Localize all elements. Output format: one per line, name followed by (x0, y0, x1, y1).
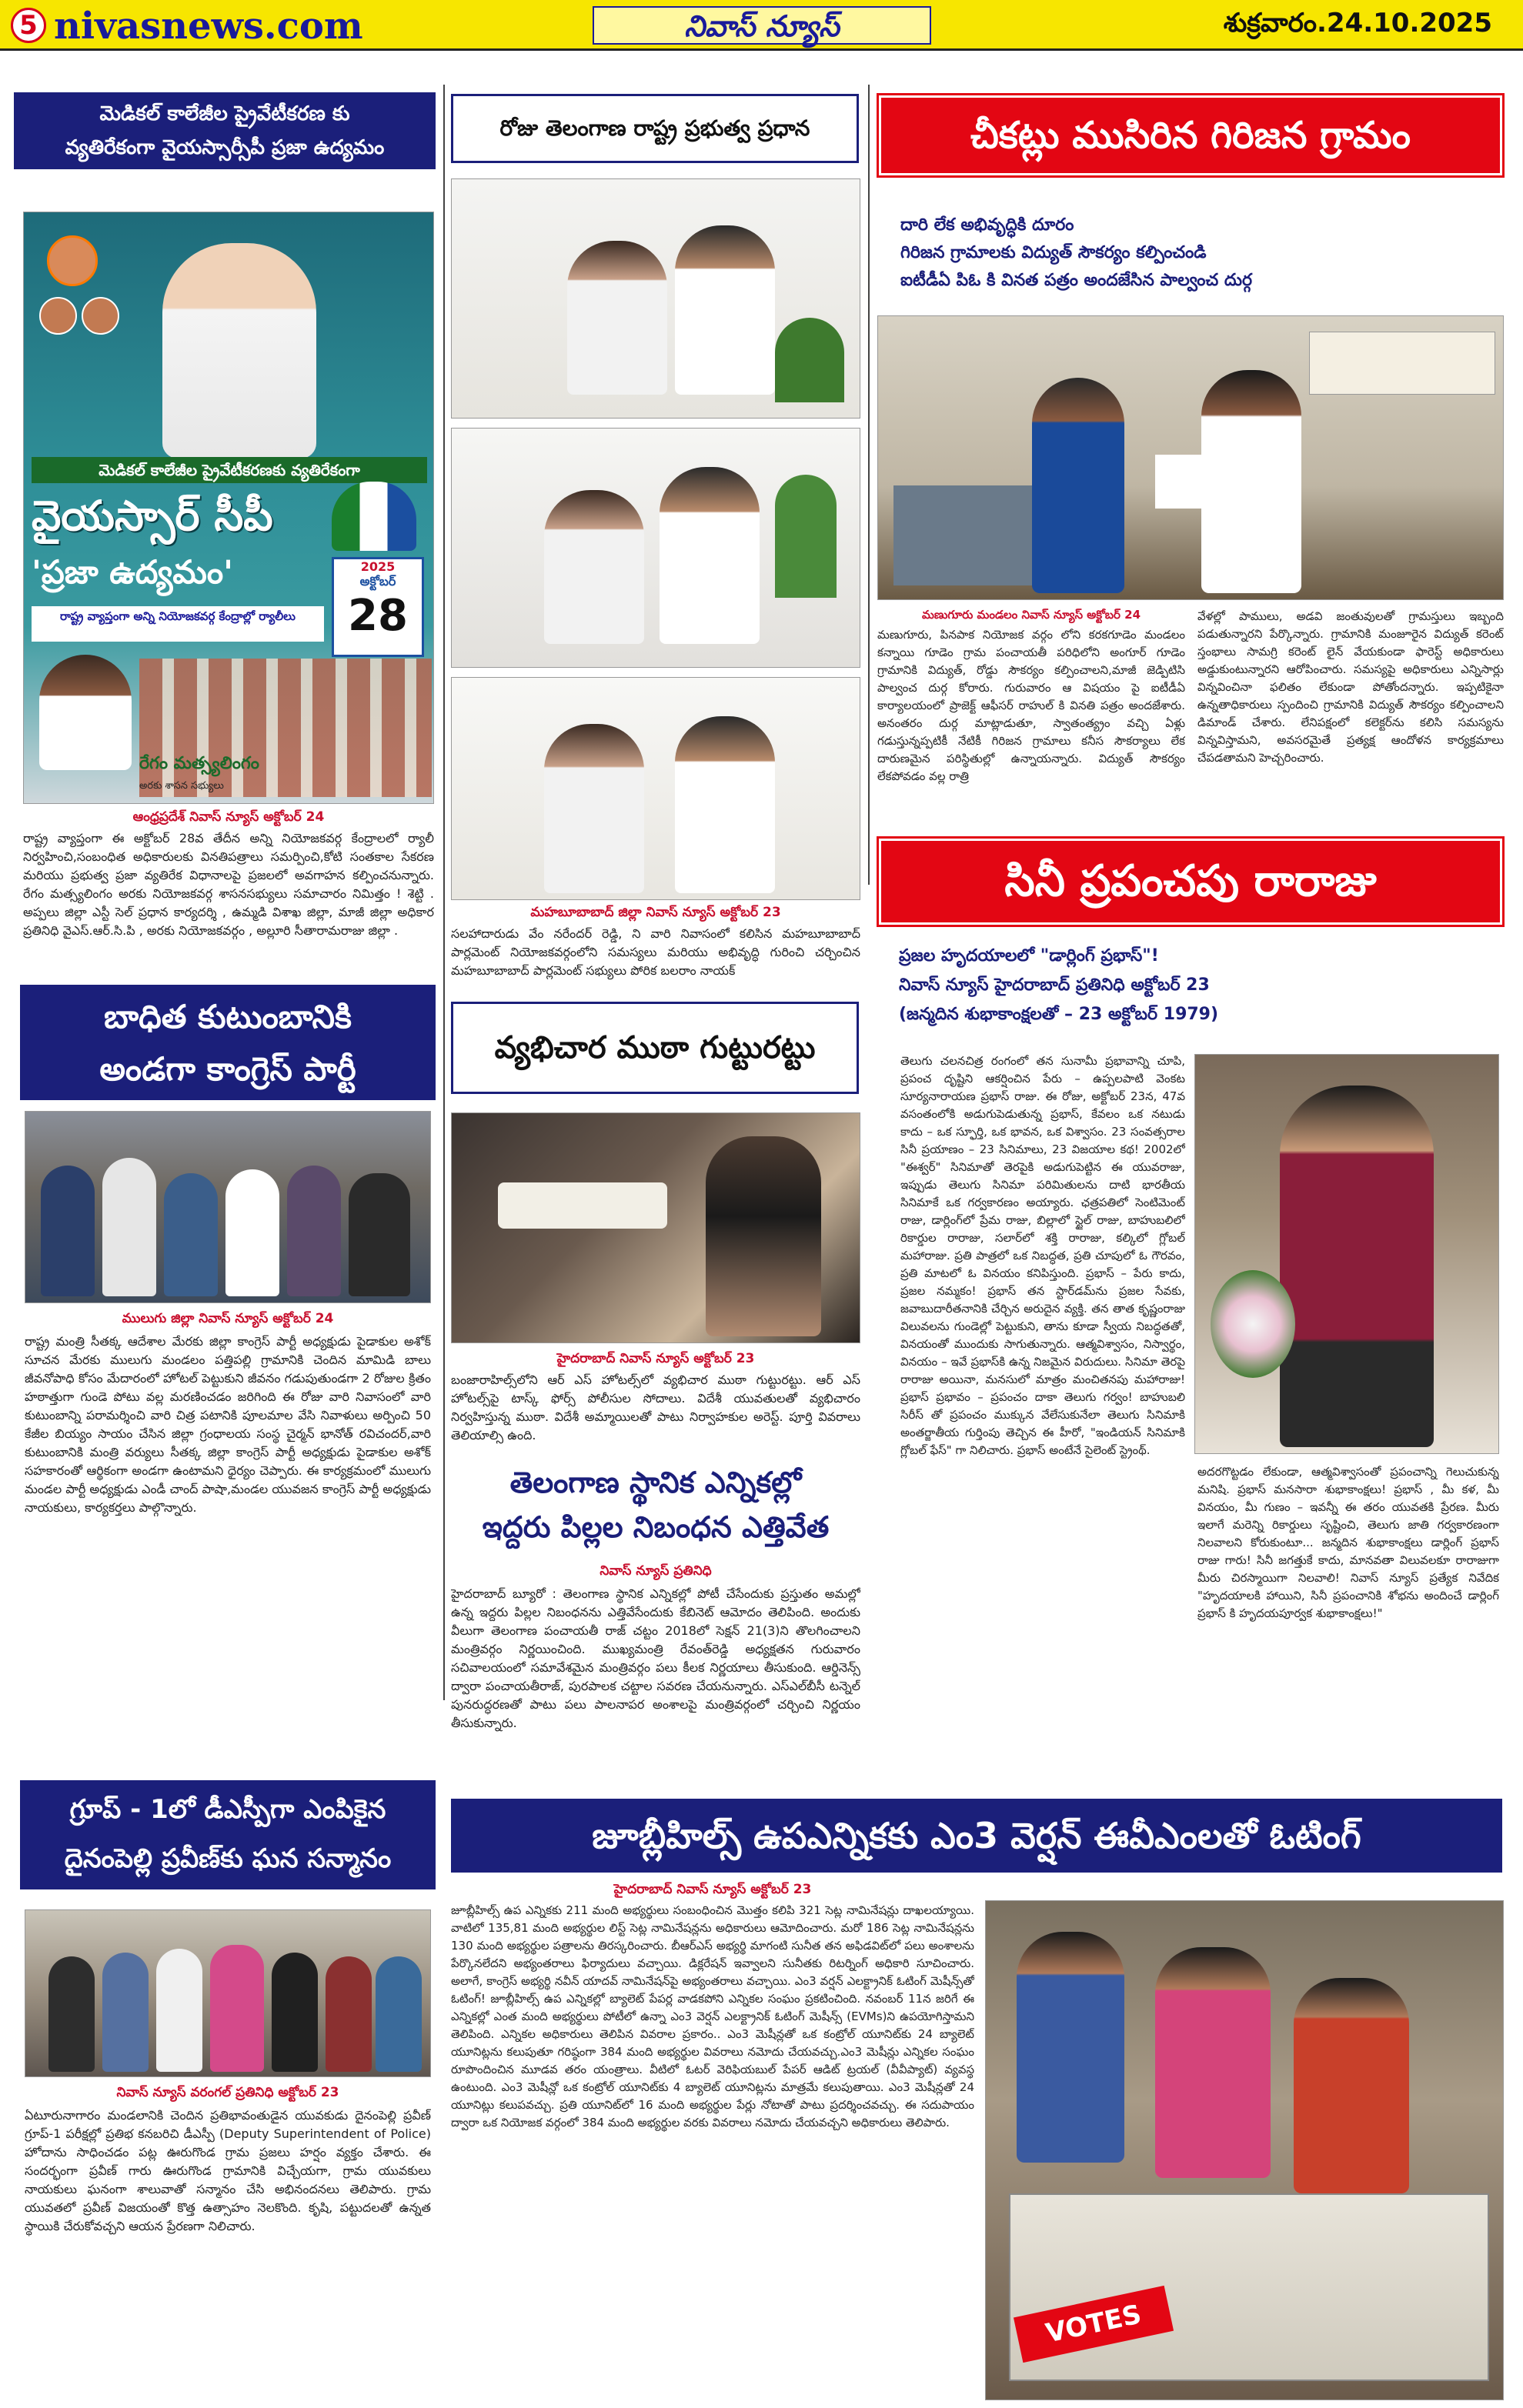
headline-dsp (20, 1780, 436, 1889)
article-body: మణుగూరు, పినపాక నియోజక వర్గం లోని కరకగూడెం మండలం కన్నాయి గూడెం గ్రామ పంచాయతీ పరిధిలోని అంగూర్ గూడెం గ్రామానికి విద్యుత్, రోడ్డు సౌకర్యం కల్పించాలని,మాజీ జెడ్పిటిసి పాల్వంచ దుర్గ కోరారు. గురువారం ఆ విషయం పై ఐటీడీఏ కార్యాలయంలో ప్రాజెక్ట్ ఆఫీసర్ రాహుల్ కి వినతి పత్రం అందజేశారు. అనంతరం దుర్గ మాట్లాడుతూ, స్వాతంత్య్రం వచ్చి ఏళ్లు గడుస్తున్నప్పటికీ నేటికీ గిరిజన గ్రామాలు కనీస సౌకర్యాలు లేక దారుణమైన పరిస్థితుల్లో ఉన్నాయన్నారు. విద్యుత్ సౌకర్యం లేకపోవడం వల్ల రాత్రి (877, 628, 1185, 783)
poster-top-banner: మెడికల్ కాలేజీల ప్రైవేటీకరణకు వ్యతిరేకంగా (32, 457, 427, 483)
headline-line: అండగా కాంగ్రెస్ పార్టీ (99, 1050, 356, 1088)
dateline: హైదరాబాద్ నివాస్ న్యూస్ అక్టోబర్ 23 (613, 1882, 812, 1897)
sub-headline: ఐటీడీఏ పిఓ కి వినత పత్రం అందజేసిన పాల్వంచ దుర్గ (900, 271, 1253, 290)
poster-leader-figure (162, 243, 316, 459)
article-body: జూబ్లీహిల్స్ ఉప ఎన్నికకు 211 మంది అభ్యర్థులు సంబంధించిన మొత్తం కలిపి 321 సెట్ల నామినేషన్లు దాఖలయ్యాయి. వాటిలో 135,81 మంది అభ్యర్థుల లిస్ట్ సెట్ల నామినేషన్లను అధికారులు ఆమోదించారు. మరో 186 సెట్ల నామినేషన్లను 130 మంది అభ్యర్థుల పత్రాలను తిరస్కరించారు. బీఆర్ఎస్ అభ్యర్థి మాగంటి సునీత తన అఫిడవిట్‌లో పలు అంశాలను పేర్కొనలేదని అభ్యంతరాలు ఫిర్యాదులు వచ్చాయి. డిక్లరేషన్ ఇవ్వాలని సునీతకు రిటర్నింగ్ అధికారి సూచించారు. అలాగే, కాంగ్రెస్ అభ్యర్థి నవీన్ యాదవ్ నామినేషన్‌పై అభ్యంతరాలు వచ్చాయి. ఎం3 వర్షన్ ఎలక్ట్రానిక్ ఓటింగ్ మెషీన్స్‌తో ఓటింగ్! జూబ్లీహిల్స్ ఉప ఎన్నికల్లో బ్యాలెట్ పేపర్ల వాడకపోని ఎన్నికల సంఘం ప్రకటించింది. నవంబర్ 11న జరిగే ఈ ఎన్నికల్లో ఎంత మంది అభ్యర్థులు పోటీలో ఉన్నా ఎం3 వెర్షన్ ఎలక్ట్రానిక్ ఓటింగ్ మెషీన్స్ (EVMs)ని ఉపయోగిస్తామని తెలిపింది. ఎన్నికల అధికారులు తెలిపిన వివరాల ప్రకారం.. ఎం3 మెషీన్లతో ఒక కంట్రోల్ యూనిట్‌కు 24 బ్యాలెట్ యూనిట్లను కలుపుతూ గరిష్ఠంగా 384 మంది అభ్యర్థుల వివరాలు నమోదు చేయవచ్చు.ఎం3 మెషీన్లు ఎన్నికల సంఘం రూపొందించిన మూడవ తరం యంత్రాలు. వీటిలో ఓటర్ వెరిఫియబుల్ పేపర్ ఆడిట్ ట్రయల్ (వీవీప్యాట్) వ్యవస్థ ఉంటుంది. ఎం3 మెషీన్లో ఒక కంట్రోల్ యూనిట్‌కు 4 బ్యాలెట్ యూనిట్లను మాత్రమే కలుపుతాయి. ఎం3 మెషీన్లతో 24 యూనిట్లు కలుపవచ్చు. ప్రతి యూనిట్‌లో 16 మంది అభ్యర్థుల పేర్లు నోటాతో పాటు ప్రదర్శించవచ్చు. ఈ సదుపాయం ద్వారా ఒక నియోజక వర్గంలో 384 మంది అభ్యర్థుల వరకు వివరాలు నమోదు చేయవచ్చని అధికారులు తెలిపారు. (451, 1903, 974, 2130)
article-body: సలహాదారుడు వేం నరేందర్ రెడ్డి, ని వారి నివాసంలో కలిసిన మహబూబాబాద్ పార్లమెంట్ నియోజకవర్గంలోని సమస్యలు మరియు అభివృద్ధి గురించి చర్చించిన మహబూబాబాద్ పార్లమెంట్ సభ్యులు పోరిక బలరాం నాయక్ (451, 926, 860, 978)
article-body: రాష్ట్ర మంత్రి సీతక్క ఆదేశాల మేరకు జిల్లా కాంగ్రెస్ పార్టీ అధ్యక్షుడు పైడాకుల అశోక్ సూచన మేరకు ములుగు మండలం పత్తిపల్లి గ్రామానికి చెందిన మామిడి బాలు జీవనోపాధి కోసం మేదారంలో హోటల్ పెట్టుకుని జీవనం గడుపుతుండగా 2 రోజుల క్రితం హఠాత్తుగా గుండె పోటు వల్ల మరణించడం జరిగింది ఈ రోజు వారి నివాసంలో వారి కుటుంబాన్ని పరామర్శించి వారి చిత్ర పటానికి పూలమాల వేసి నివాళులు అర్పించి 50 కేజీల బియ్యం సాయం చేసిన జిల్లా గ్రంధాలయ సంస్థ చైర్మన్ భానోత్ రవిచందర్,వారి కుటుంబానికి మంత్రి వర్యులు సీతక్క జిల్లా కాంగ్రెస్ పార్టీ అధ్యక్షుడు పైడాకుల అశోక్ సహకారంతో ఆర్థికంగా అండగా ఉంటామని ధైర్యం చెప్పారు. ఈ కార్యక్రమంలో ములుగు మండల పార్టీ అధ్యక్షుడు ఎండీ చాంద్ పాషా,మండల యువజన కాంగ్రెస్ పార్టీ అధ్యక్షుడు నాయకులు, కార్యకర్తలు పాల్గొన్నారు. (25, 1334, 431, 1515)
paper-name: నివాస్ న్యూస్ (593, 6, 931, 45)
headline-line: ఇద్దరు పిల్లల నిబంధన ఎత్తివేత (482, 1510, 830, 1544)
poster-year: 2025 (360, 559, 396, 574)
photo-itda-petition (877, 315, 1504, 600)
dateline: ఆంధ్రప్రదేశ్ నివాస్ న్యూస్ అక్టోబర్ 24 (132, 809, 325, 825)
sub-headline: దారి లేక అభివృద్ధికి దూరం (900, 215, 1074, 235)
column-divider (443, 85, 445, 1700)
dateline: ములుగు జిల్లా నివాస్ న్యూస్ అక్టోబర్ 24 (122, 1311, 334, 1326)
photo-prabhas (1194, 1054, 1499, 1454)
sub-headline: (జన్మదిన శుభాకాంక్షలతో – 23 అక్టోబర్ 1979) (899, 1005, 1219, 1024)
sub-headline: ప్రజల హృదయాలలో "డార్లింగ్ ప్రభాస్"! (899, 946, 1159, 966)
headline-racket: వ్యభిచార ముఠా గుట్టురట్టు (451, 1002, 859, 1094)
photo-evm-check (985, 1900, 1504, 2400)
photo-dsp-felicitation (25, 1909, 431, 2077)
photo-mp-meeting-2 (451, 428, 860, 668)
issue-date: శుక్రవారం.24.10.2025 (1223, 8, 1492, 38)
headline-telangana-advisor: రోజు తెలంగాణ రాష్ట్ర ప్రభుత్వ ప్రధాన (451, 94, 859, 163)
poster-movement: 'ప్రజా ఉద్యమం' (32, 553, 233, 591)
article-body: తెలుగు చలనచిత్ర రంగంలో తన సునామీ ప్రభావాన్ని చూపి, ప్రపంచ దృష్టిని ఆకర్షించిన పేరు – ఉప్పలపాటి వెంకట సూర్యనారాయణ ప్రభాస్ రాజు. ఈ రోజు, అక్టోబర్ 23న, 47వ వసంతంలోకి అడుగుపెడుతున్న ప్రభాస్, కేవలం ఒక నటుడు కాదు – ఒక స్ఫూర్తి, ఒక భావన, ఒక విశ్వాసం. 23 సంవత్సరాల సినీ ప్రయాణం – 23 సినిమాలు, 23 విజయాల కథ! 2002లో "ఈశ్వర్" సినిమాతో తెరపైకి అడుగుపెట్టిన ఈ యువరాజు, ఇప్పుడు తెలుగు సినిమా పరిమితులను దాటి భారతీయ సినిమాకే ఒక గర్వకారణం అయ్యారు. ఛత్రపతిలో సెంటిమెంట్ రాజు, డార్లింగ్‌లో ప్రేమ రాజు, బిల్లాలో స్టైల్ రాజు, బాహుబలిలో రికార్డుల రారాజు, సలార్‌లో శక్తి రారాజు, కల్కిలో గ్లోబల్ మహారాజు. ప్రతి పాత్రలో ఒక నిబద్ధత, ప్రతి చూపులో ఓ గౌరవం, ప్రతి మాటలో ఓ వినయం కనిపిస్తుంది. ప్రభాస్ – పేరు కాదు, ప్రజల నమ్మకం! ప్రభాస్ తన స్టార్‌డమ్‌ను ప్రజల సేవకు, జవాబుదారీతనానికి చేర్చిన అరుదైన వ్యక్తి. తన తాత కృష్ణంరాజు విలువలను గుండెల్లో పెట్టుకుని, తాను కూడా స్వీయ నిబద్ధతతో, వినయంతో ముందుకు సాగుతున్నారు. ఆత్మవిశ్వాసం, నిస్వార్థం, వినయం – ఇవే ప్రభాస్‌కి ఉన్న నిజమైన విరుదులు. సినిమా తెరపై రారాజు అయినా, మనసులో మాత్రం మంచితనపు మహారాజు! ప్రభాస్ ప్రభావం – ప్రపంచం దాకా తెలుగు గర్వం! బాహుబలి సిరీస్ తో ప్రపంచం ముక్కున వేలేసుకునేలా తెలుగు సినిమాకి అంతర్జాతీయ గుర్తింపు తెచ్చిన ఈ హీరో, "ఇండియన్ సినిమాకి గ్లోబల్ ఫేస్" గా నిలిచారు. ప్రభాస్ అంటేనే సైలెంట్ స్ట్రెంథ్. (900, 1054, 1185, 1457)
poster-portraits (39, 235, 132, 366)
photo-mp-meeting-3 (451, 677, 860, 900)
headline-line: బాధిత కుటుంబానికి (104, 998, 352, 1036)
evm-label: VOTES (1014, 2286, 1174, 2363)
headline-line: వ్యతిరేకంగా వైయస్సార్సీపీ ప్రజా ఉద్యమం (65, 136, 385, 159)
page-number: 5 (11, 8, 46, 43)
dateline: హైదరాబాద్ నివాస్ న్యూస్ అక్టోబర్ 23 (556, 1351, 755, 1366)
dateline: మహబూబాబాద్ జిల్లా నివాస్ న్యూస్ అక్టోబర్ 23 (530, 905, 781, 920)
headline-tribal-village: చీకట్లు ముసిరిన గిరిజన గ్రామం (879, 95, 1502, 175)
poster-date-badge (332, 557, 424, 657)
photo-congress-visit (25, 1111, 431, 1303)
poster-day: 28 (348, 591, 408, 641)
poster-mla-title: అరకు శాసన సభ్యులు (139, 780, 224, 792)
photo-racket (451, 1112, 860, 1343)
article-body: ఏటూరునాగారం మండలానికి చెందిన ప్రతిభావంతుడైన యువకుడు దైనంపెల్లి ప్రవీణ్ గ్రూప్-1 పరీక్షల్లో ప్రతిభ కనబరిచి డీఎస్పీ (Deputy Superintendent of Police) హోదాను సాధించడం పట్ల ఊరుగొండ గ్రామ ప్రజలు హర్షం వ్యక్తం చేశారు. ఈ సందర్భంగా ప్రవీణ్ గారు ఊరుగొండ గ్రామానికి విచ్చేయగా, గ్రామ యువకులు నాయకులు ఘనంగా శాలువాతో సన్మానం చేసి అభినందనలు తెలిపారు. గ్రామ యువతలో ప్రవీణ్ విజయంతో కొత్త ఉత్సాహం నెలకొంది. కృషి, పట్టుదలతో ఉన్నత స్థాయికి చేరుకోవచ్చని ఆయన ప్రేరణగా నిలిచారు. (25, 2108, 431, 2233)
article-body: బంజారాహిల్స్‌లోని ఆర్ ఎస్ హోటల్స్‌లో వ్యభిచార ముఠా గుట్టురట్టు. ఆర్ ఎస్ హోటల్స్‌పై టాస్క్ ఫోర్స్ పోలీసుల సోదాలు. విదేశీ యువతులతో వ్యభిచారం నిర్వహిస్తున్న ముఠా. విదేశీ అమ్మాయిలతో పాటు నిర్వాహకుల అరెస్ట్. పూర్తి వివరాలు తెలియాల్సి ఉంది. (451, 1372, 860, 1442)
poster-rally-text: రాష్ట్ర వ్యాప్తంగా అన్ని నియోజకవర్గ కేంద్రాల్లో ర్యాలీలు (32, 606, 324, 642)
article-body: రాష్ట్ర వ్యాప్తంగా ఈ అక్టోబర్ 28వ తేదీన అన్ని నియోజకవర్గ కేంద్రాలలో ర్యాలీ నిర్వహించి,సంబంధిత అధికారులకు వినతిపత్రాలు సమర్పించి,కోటి సంతకాల సేకరణ మరియు ప్రభుత్వ ప్రజా వ్యతిరేక విధానాలపై ప్రజలలో అవగాహన కల్పించనున్నారు. రేగం మత్స్యలింగం అరకు నియోజకవర్గ శాసనసభ్యులు సమాచారం నిమిత్తం ! శెట్టి . అప్పలు జిల్లా ఎస్టీ సెల్ ప్రధాన కార్యదర్శి , ఉమ్మడి విశాఖ జిల్లా, మాజీ జిల్లా అధికార ప్రతినిధి వైఎస్.ఆర్.సి.పి , అరకు నియోజకవర్గం , అల్లూరి సీతారామరాజు జిల్లా . (23, 831, 434, 938)
headline-jubilee-hills: జూబ్లీహిల్స్ ఉపఎన్నికకు ఎం3 వెర్షన్ ఈవీఎంలతో ఓటింగ్ (451, 1799, 1502, 1873)
article-body: వేళల్లో పాములు, అడవి జంతువులతో గ్రామస్తులు ఇబ్బంది పడుతున్నారని పేర్కొన్నారు. గ్రామానికి మంజూరైన విద్యుత్ కరెంట్ స్తంభాలు సామగ్రి కరెంట్ లైన్ వేయకుండా ఫారెస్ట్ అధికారులు అడ్డుకుంటున్నారని ఆరోపించారు. సమస్యపై అధికారులు ఎన్నిసార్లు విన్నవించినా ఫలితం లేకుండా పోతోందన్నారు. ఇప్పటికైనా ఉన్నతాధికారులు స్పందించి గ్రామానికి విద్యుత్ సౌకర్యం కల్పించాలని డిమాండ్ చేశారు. లేనిపక్షంలో కలెక్టర్‌ను కలిసి సమస్యను విన్నవిస్తామని, అవసరమైతే ప్రత్యక్ష ఆందోళన కార్యక్రమాలు చేపడతామని హెచ్చరించారు. (1197, 609, 1504, 765)
column-divider (868, 85, 870, 885)
poster-mla-name: రేగం మత్స్యలింగం (139, 754, 259, 773)
poster-mla-figure (39, 655, 132, 770)
poster-month: అక్టోబర్ (359, 574, 396, 589)
headline-line: తెలంగాణ స్థానిక ఎన్నికల్లో (509, 1466, 802, 1499)
sub-headline: గిరిజన గ్రామాలకు విద్యుత్ సౌకర్యం కల్పించండి (900, 243, 1207, 262)
headline-congress (20, 985, 436, 1100)
article-body: హైదరాబాద్ బ్యూరో : తెలంగాణ స్థానిక ఎన్నికల్లో పోటీ చేసేందుకు ప్రస్తుతం అమల్లో ఉన్న ఇద్దరు పిల్లల నిబంధనను ఎత్తివేసేందుకు కేబినెట్ ఆమోదం తెలిపింది. అందుకు వీలుగా తెలంగాణ పంచాయతీ రాజ్ చట్టం 2018లో సెక్షన్ 21(3)ని తొలగించాలని మంత్రివర్గం నిర్ణయించింది. ముఖ్యమంత్రి రేవంత్‌రెడ్డి అధ్యక్షతన గురువారం సచివాలయంలో సమావేశమైన మంత్రివర్గం పలు కీలక నిర్ణయాలు తీసుకుంది. ఆర్డినెన్స్ ద్వారా పంచాయతీరాజ్, పురపాలక చట్టాల సవరణ చేయనున్నారు. ఎస్ఎల్‌బీసీ టన్నెల్ పునరుద్ధరణతో పాటు పలు పాలనాపర అంశాలపై మంత్రివర్గంలో చర్చించి నిర్ణయం తీసుకున్నారు. (451, 1586, 860, 1730)
dateline: మణుగూరు మండలం నివాస్ న్యూస్ అక్టోబర్ 24 (921, 608, 1141, 622)
article-body: అదరగొట్టడం లేకుండా, ఆత్మవిశ్వాసంతో ప్రపంచాన్ని గెలుచుకున్న మనిషి. ప్రభాస్ మనసారా శుభాకాంక్షలు! ప్రభాస్ , మీ కళ, మీ వినయం, మీ గుణం – ఇవన్నీ ఈ తరం యువతకి ప్రేరణ. మీరు ఇలాగే మరెన్ని రికార్డులు సృష్టించి, తెలుగు జాతి గర్వకారణంగా నిలవాలని కోరుకుంటూ... జన్మదిన శుభాకాంక్షలు డార్లింగ్ ప్రభాస్ రాజు గారు! సినీ జగత్తుకే కాదు, మానవతా విలువలకూ రారాజుగా మీరు చిరస్మాయిగా నిలవాలి! నివాస్ న్యూస్ ప్రత్యేక నివేదిక "హృదయాలకి హాయిని, సినీ ప్రపంచానికి శోభను అందించే డార్లింగ్ ప్రభాస్ కి హృదయపూర్వక శుభాకాంక్షలు!" (1197, 1465, 1499, 1620)
headline-line: మెడికల్ కాలేజీల ప్రైవేటీకరణ కు (99, 102, 350, 125)
photo-mp-meeting-1 (451, 178, 860, 419)
headline-line: దైనంపెల్లి ప్రవీణ్‌కు ఘన సన్మానం (64, 1843, 392, 1874)
headline-two-child-rule (451, 1460, 860, 1553)
dateline: నివాస్ న్యూస్ వరంగల్ ప్రతినిధి అక్టోబర్ 23 (116, 2085, 339, 2100)
headline-line: గ్రూప్ - 1లో డీఎస్పీగా ఎంపికైన (69, 1794, 386, 1825)
sub-headline: నివాస్ న్యూస్ హైదరాబాద్ ప్రతినిధి అక్టోబర్ 23 (899, 976, 1210, 995)
headline-prabhas: సినీ ప్రపంచపు రారాజు (879, 839, 1502, 925)
headline-ysrcp (14, 92, 436, 169)
ysrcp-poster (23, 212, 434, 804)
dateline: నివాస్ న్యూస్ ప్రతినిధి (600, 1563, 712, 1579)
site-name[interactable]: nivasnews.com (54, 5, 363, 48)
poster-party-name: వైయస్సార్ సీపీ (32, 492, 273, 540)
ysrcp-fan-logo (332, 482, 416, 551)
